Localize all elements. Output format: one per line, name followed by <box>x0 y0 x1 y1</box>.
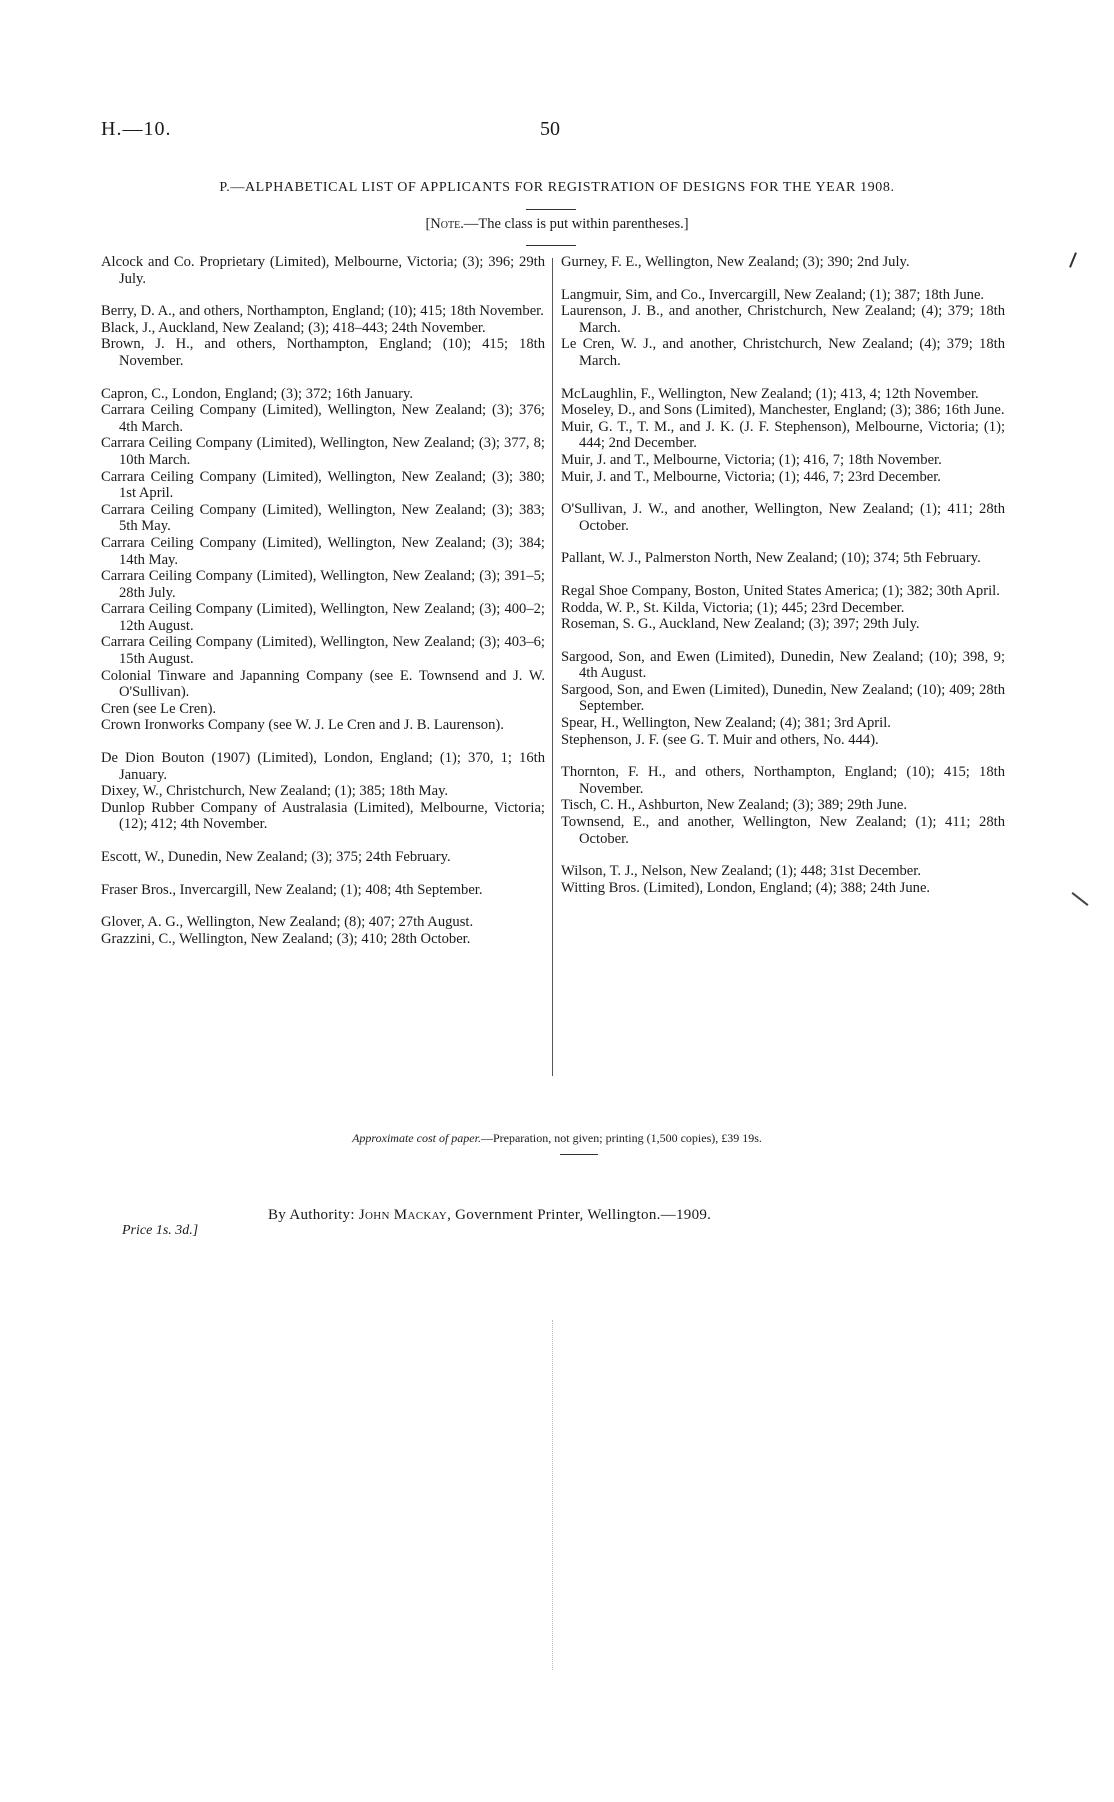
right-column <box>561 254 1005 912</box>
imprint-printer-name: John Mackay <box>358 1207 448 1223</box>
applicant-entry: Tisch, C. H., Ashburton, New Zealand; (3); 389; 29th June. <box>561 797 908 814</box>
title-rule <box>526 209 576 210</box>
applicant-entry: Le Cren, W. J., and another, Christchurch, New Zealand; (4); 379; 18th March. <box>561 336 1005 369</box>
applicant-entry: Carrara Ceiling Company (Limited), Wellington, New Zealand; (3); 377, 8; 10th March. <box>101 435 545 468</box>
note-text: —The class is put within parentheses.] <box>463 216 689 232</box>
entry-group <box>561 550 1005 567</box>
applicant-entry: Carrara Ceiling Company (Limited), Wellington, New Zealand; (3); 380; 1st April. <box>101 468 545 502</box>
applicant-entry: Grazzini, C., Wellington, New Zealand; (3); 410; 28th October. <box>101 930 471 947</box>
applicant-entry: Alcock and Co. Proprietary (Limited), Melbourne, Victoria; (3); 396; 29th July. <box>101 254 545 287</box>
applicant-entry: Stephenson, J. F. (see G. T. Muir and others, No. 444). <box>561 731 879 748</box>
entry-group <box>561 501 1005 534</box>
applicant-entry: Thornton, F. H., and others, Northampton, England; (10); 415; 18th November. <box>561 764 1005 797</box>
applicant-entry: Roseman, S. G., Auckland, New Zealand; (3); 397; 29th July. <box>561 616 920 633</box>
applicant-entry: Muir, J. and T., Melbourne, Victoria; (1); 446, 7; 23rd December. <box>561 468 941 485</box>
entry-group <box>561 583 1005 633</box>
entry-group <box>561 764 1005 847</box>
applicant-entry: Sargood, Son, and Ewen (Limited), Dunedin, New Zealand; (10); 409; 28th September. <box>561 681 1005 715</box>
applicant-entry: Langmuir, Sim, and Co., Invercargill, New Zealand; (1); 387; 18th June. <box>561 286 985 303</box>
applicant-entry: Rodda, W. P., St. Kilda, Victoria; (1); 445; 23rd December. <box>561 599 905 616</box>
applicant-entry: Pallant, W. J., Palmerston North, New Zealand; (10); 374; 5th February. <box>561 550 981 567</box>
entry-group <box>101 303 545 369</box>
imprint-rest: , Government Printer, Wellington.—1909. <box>447 1207 712 1223</box>
applicant-entry: Black, J., Auckland, New Zealand; (3); 418–443; 24th November. <box>101 319 486 336</box>
applicant-entry: Sargood, Son, and Ewen (Limited), Dunedin, New Zealand; (10); 398, 9; 4th August. <box>561 648 1005 682</box>
note-rule <box>526 245 576 246</box>
footnote-text: —Preparation, not given; printing (1,500 copies), £39 19s. <box>480 1131 762 1145</box>
applicant-entry: Carrara Ceiling Company (Limited), Wellington, New Zealand; (3); 391–5; 28th July. <box>101 568 545 601</box>
applicant-entry: Wilson, T. J., Nelson, New Zealand; (1); 448; 31st December. <box>561 863 921 880</box>
entry-group <box>101 254 545 287</box>
entry-group <box>101 882 545 899</box>
class-note <box>0 216 1114 233</box>
applicant-entry: Cren (see Le Cren). <box>101 700 217 717</box>
applicant-entry: O'Sullivan, J. W., and another, Wellington, New Zealand; (1); 411; 28th October. <box>561 501 1005 534</box>
applicant-entry: Carrara Ceiling Company (Limited), Wellington, New Zealand; (3); 383; 5th May. <box>101 501 545 535</box>
entry-group <box>561 649 1005 749</box>
applicant-entry: Dunlop Rubber Company of Australasia (Limited), Melbourne, Victoria; (12); 412; 4th November. <box>101 799 545 833</box>
applicant-entry: Brown, J. H., and others, Northampton, England; (10); 415; 18th November. <box>101 336 545 369</box>
applicant-entry: Carrara Ceiling Company (Limited), Wellington, New Zealand; (3); 400–2; 12th August. <box>101 601 545 634</box>
page-number: 50 <box>540 118 560 140</box>
applicant-entry: Colonial Tinware and Japanning Company (see E. Townsend and J. W. O'Sullivan). <box>101 667 545 701</box>
applicant-entry: Dixey, W., Christchurch, New Zealand; (1); 385; 18th May. <box>101 783 449 800</box>
series-number: H.—10. <box>101 118 172 140</box>
list-title: P.—ALPHABETICAL LIST OF APPLICANTS FOR REGISTRATION OF DESIGNS FOR THE YEAR 1908. <box>219 180 895 195</box>
note-open-bracket: [ <box>425 216 431 232</box>
applicant-entry: De Dion Bouton (1907) (Limited), London, England; (1); 370, 1; 16th January. <box>101 750 545 783</box>
applicant-entry: Townsend, E., and another, Wellington, New Zealand; (1); 411; 28th October. <box>561 814 1005 847</box>
entry-group <box>101 750 545 833</box>
applicant-entry: Muir, G. T., T. M., and J. K. (J. F. Stephenson), Melbourne, Victoria; (1); 444; 2nd December. <box>561 418 1005 452</box>
applicant-entry: Carrara Ceiling Company (Limited), Wellington, New Zealand; (3); 384; 14th May. <box>101 534 545 568</box>
footnote-label: Approximate cost of paper. <box>352 1131 481 1145</box>
entry-group <box>561 254 1005 271</box>
applicant-entry: McLaughlin, F., Wellington, New Zealand; (1); 413, 4; 12th November. <box>561 385 979 402</box>
applicant-entry: Berry, D. A., and others, Northampton, England; (10); 415; 18th November. <box>101 303 544 320</box>
note-label: Note. <box>430 216 464 232</box>
scan-mark <box>1072 892 1089 906</box>
left-column <box>101 254 545 963</box>
applicant-entry: Fraser Bros., Invercargill, New Zealand; (1); 408; 4th September. <box>101 881 483 898</box>
applicant-entry: Carrara Ceiling Company (Limited), Wellington, New Zealand; (3); 376; 4th March. <box>101 402 545 435</box>
applicant-entry: Capron, C., London, England; (3); 372; 16th January. <box>101 385 413 402</box>
entry-group <box>561 386 1005 486</box>
entry-group <box>561 287 1005 370</box>
entry-group <box>561 863 1005 896</box>
footnote-rule <box>560 1154 598 1155</box>
applicant-entry: Moseley, D., and Sons (Limited), Manchester, England; (3); 386; 16th June. <box>561 402 1005 419</box>
applicant-entry: Laurenson, J. B., and another, Christchurch, New Zealand; (4); 379; 18th March. <box>561 303 1005 336</box>
applicant-entry: Escott, W., Dunedin, New Zealand; (3); 375; 24th February. <box>101 849 451 865</box>
imprint-by: By Authority: <box>268 1207 355 1223</box>
entry-group <box>101 386 545 734</box>
applicant-entry: Crown Ironworks Company (see W. J. Le Cren and J. B. Laurenson). <box>101 717 504 734</box>
scan-mark <box>1069 252 1077 268</box>
entry-group <box>101 914 545 947</box>
scan-dotted-line <box>552 1320 553 1670</box>
cost-footnote <box>0 1131 1114 1146</box>
entry-group <box>101 849 545 866</box>
price-label: Price 1s. 3d.] <box>122 1223 199 1238</box>
column-divider <box>552 258 553 1076</box>
applicant-entry: Gurney, F. E., Wellington, New Zealand; (3); 390; 2nd July. <box>561 254 910 270</box>
applicant-entry: Carrara Ceiling Company (Limited), Wellington, New Zealand; (3); 403–6; 15th August. <box>101 634 545 668</box>
applicant-entry: Regal Shoe Company, Boston, United States America; (1); 382; 30th April. <box>561 582 1000 599</box>
applicant-entry: Spear, H., Wellington, New Zealand; (4); 381; 3rd April. <box>561 715 891 732</box>
applicant-entry: Glover, A. G., Wellington, New Zealand; (8); 407; 27th August. <box>101 914 474 931</box>
applicant-entry: Witting Bros. (Limited), London, England; (4); 388; 24th June. <box>561 879 931 896</box>
printer-imprint <box>268 1207 711 1224</box>
applicant-entry: Muir, J. and T., Melbourne, Victoria; (1); 416, 7; 18th November. <box>561 451 942 468</box>
